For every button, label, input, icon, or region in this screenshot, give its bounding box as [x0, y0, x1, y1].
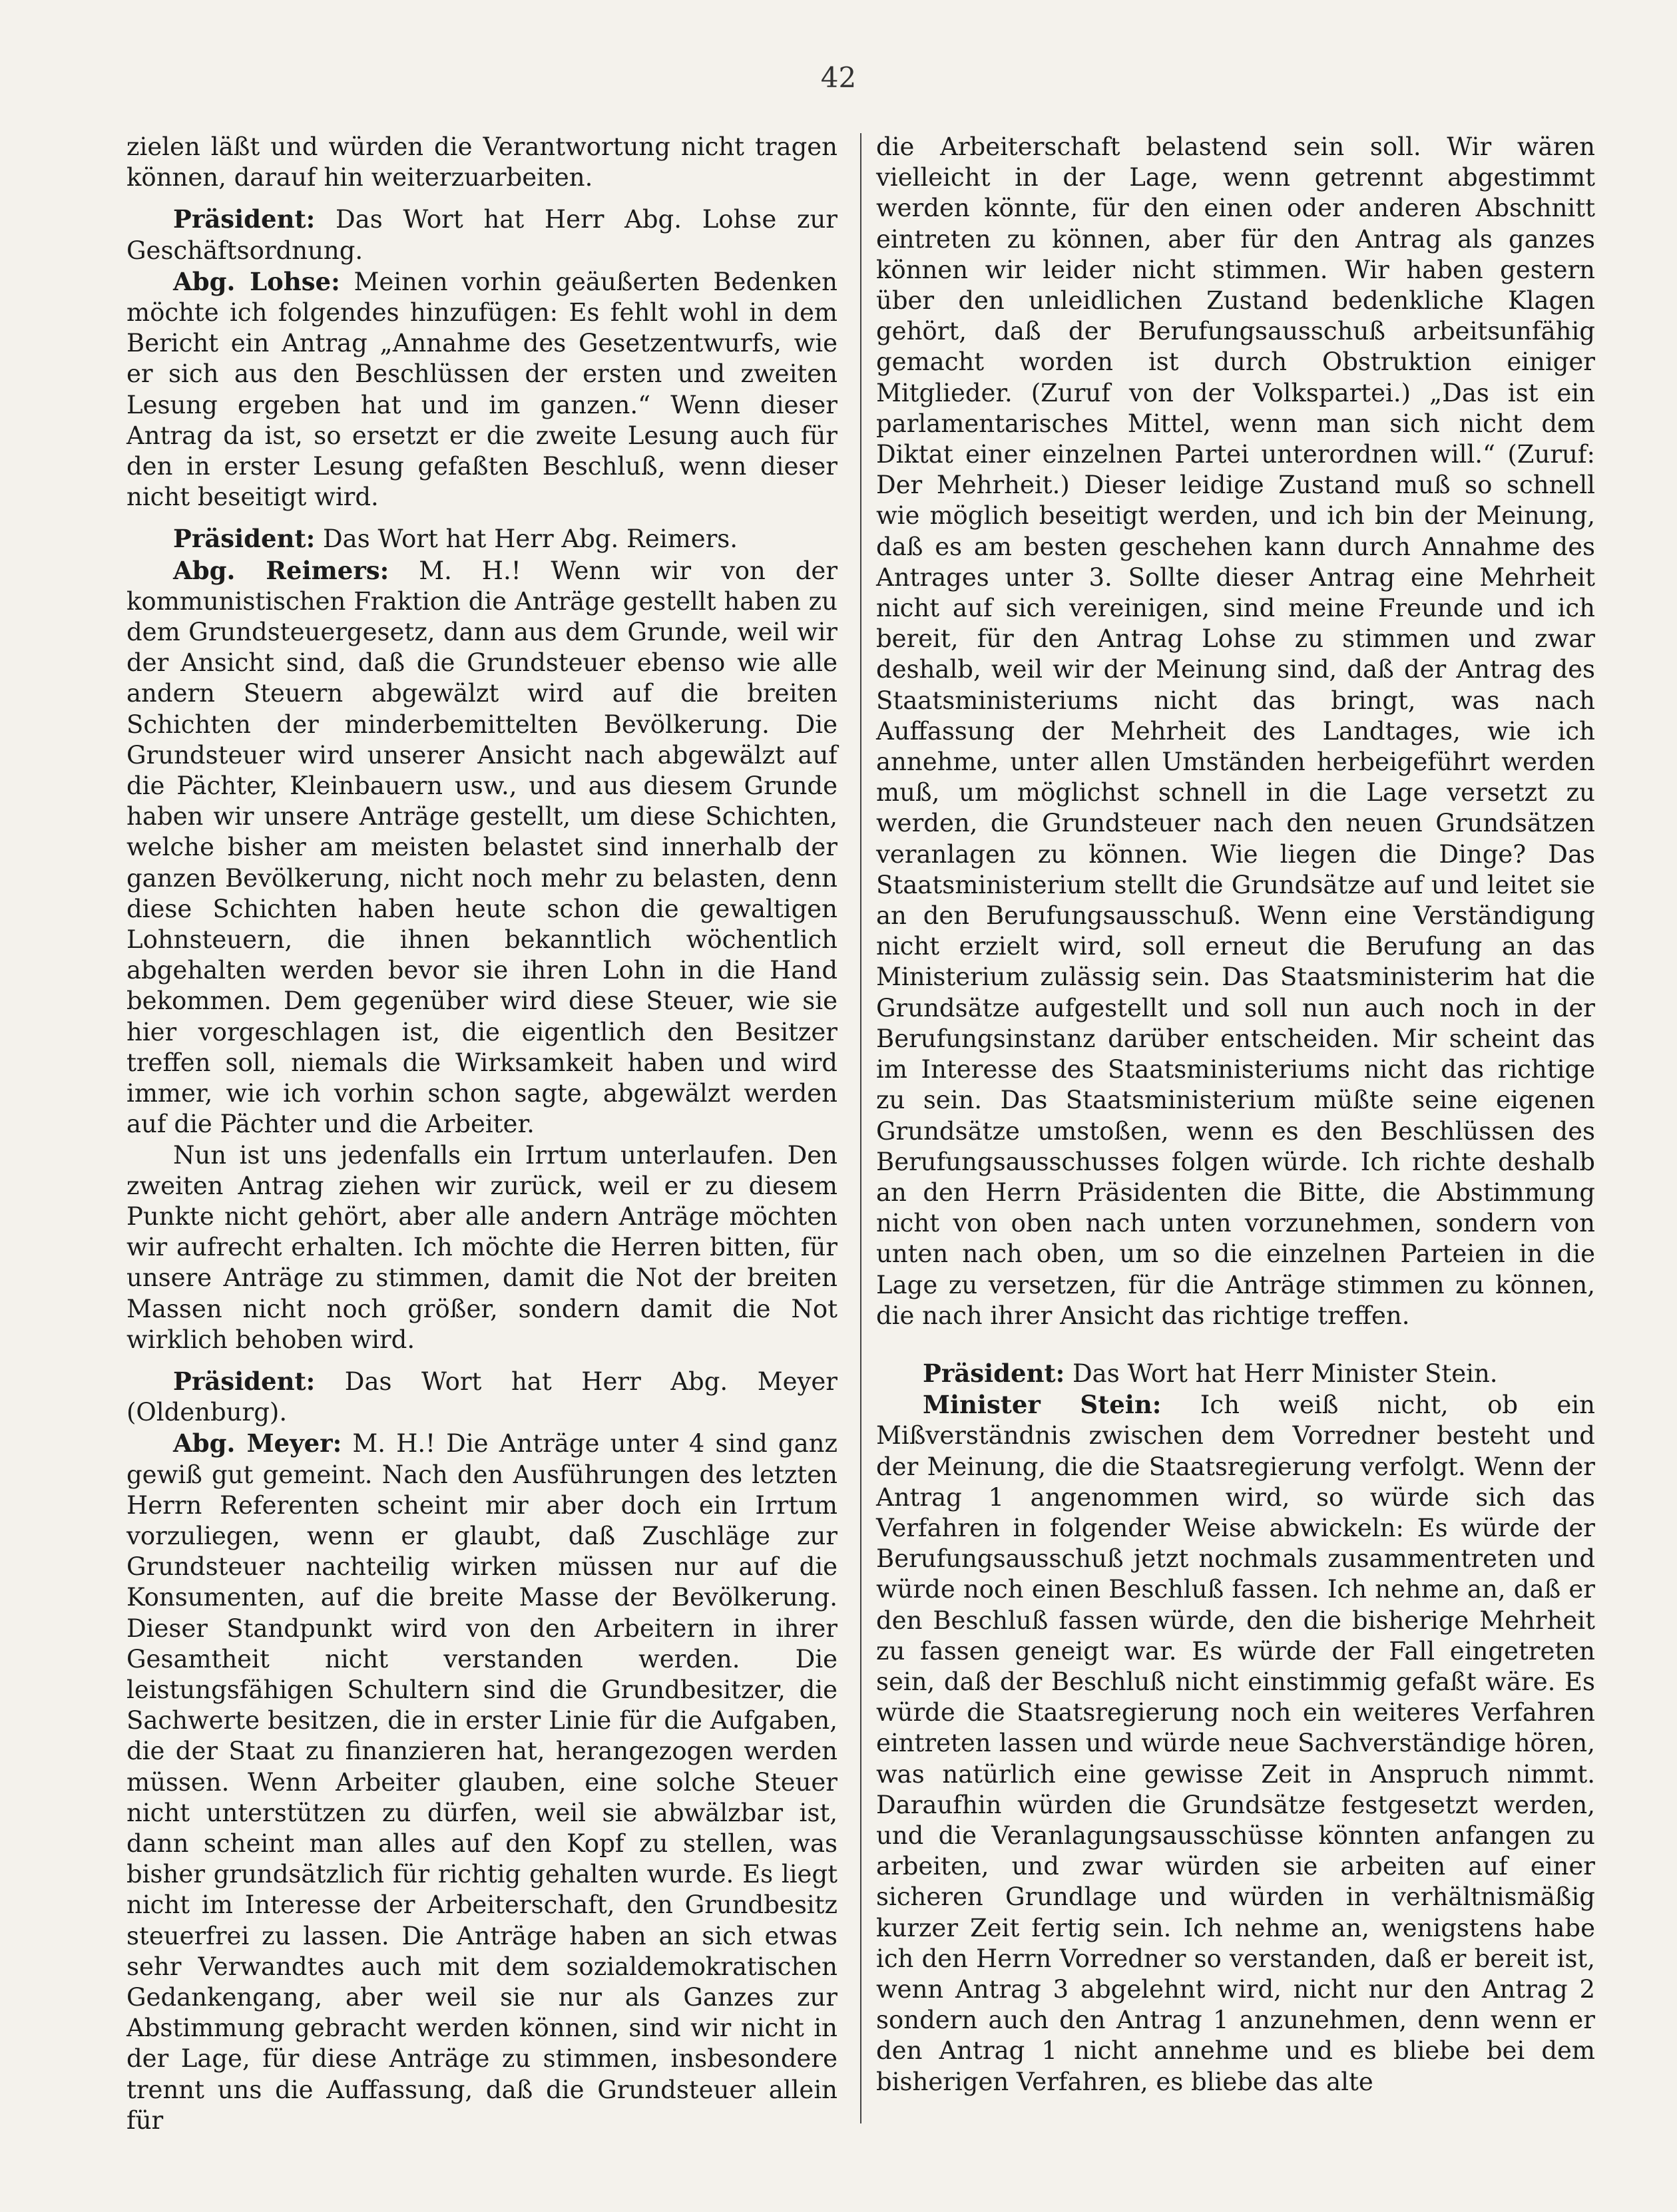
left-column — [126, 132, 838, 2136]
paragraph: Präsident: Das Wort hat Herr Abg. Reimers. — [173, 524, 738, 554]
paragraph: Minister Stein: Ich weiß nicht, ob ein Mißverständnis zwischen dem Vorredner besteht und der Meinung, die die Staatsregierung verfolgt. Wenn der Antrag 1 angenommen wird, so würde sich das Verfahren in folgender Weise abwickeln: Es würde der Berufungsausschuß jetzt nochmals zusammentreten und würde noch einen Beschluß fassen. Ich nehme an, daß er den Beschluß fassen würde, den die bisherige Mehrheit zu fassen geneigt war. Es würde der Fall eingetreten sein, daß der Beschluß nicht einstimmig gefaßt wäre. Es würde die Staatsregierung noch ein weiteres Verfahren eintreten lassen und würde neue Sachverständige hören, was natürlich eine gewisse Zeit in Anspruch nimmt. Daraufhin würden die Grundsätze festgesetzt werden, und die Veranlagungsausschüsse könnten anfangen zu arbeiten, und zwar würden sie arbeiten auf einer sicheren Grundlage und würden in verhältnismäßig kurzer Zeit fertig sein. Ich nehme an, wenigstens habe ich den Herrn Vorredner so verstanden, daß er bereit ist, wenn Antrag 3 abgelehnt wird, nicht nur den Antrag 2 sondern auch den Antrag 1 anzunehmen, denn wenn er den Antrag 1 nicht annehme und es bliebe bei dem bisherigen Verfahren, es bliebe das alte — [876, 1390, 1595, 2096]
column-divider — [860, 133, 861, 2123]
speaker-label: Abg. Meyer: — [173, 1429, 342, 1458]
paragraph: Präsident: Das Wort hat Herr Minister Stein. — [923, 1358, 1498, 1388]
speaker-label: Abg. Lohse: — [173, 266, 340, 296]
paragraph: Abg. Reimers: M. H.! Wenn wir von der kommunistischen Fraktion die Anträge gestellt haben zu dem Grundsteuergesetz, dann aus dem Grunde, weil wir der Ansicht sind, daß die Grundsteuer ebenso wie alle andern Steuern abgewälzt wird auf die breiten Schichten der minderbemittelten Bevölkerung. Die Grundsteuer wird unserer Ansicht nach abgewälzt auf die Pächter, Kleinbauern usw., und aus diesem Grunde haben wir unsere Anträge gestellt, um diese Schichten, welche bisher am meisten belastet sind innerhalb der ganzen Bevölkerung, nicht noch mehr zu belasten, denn diese Schichten haben heute schon die gewaltigen Lohnsteuern, die ihnen bekanntlich wöchentlich abgehalten werden bevor sie ihren Lohn in die Hand bekommen. Dem gegenüber wird diese Steuer, wie sie hier vorgeschlagen ist, die eigentlich den Besitzer treffen soll, niemals die Wirksamkeit haben und wird immer, wie ich vorhin schon sagte, abgewälzt werden auf die Pächter und die Arbeiter. — [126, 555, 838, 1139]
paragraph: Nun ist uns jedenfalls ein Irrtum unterlaufen. Den zweiten Antrag ziehen wir zurück, weil er zu diesem Punkte nicht gehört, aber alle andern Anträge möchten wir aufrecht erhalten. Ich möchte die Herren bitten, für unsere Anträge zu stimmen, damit die Not der breiten Massen nicht noch größer, sondern damit die Not wirklich behoben wird. — [126, 1140, 838, 1354]
speaker-label: Präsident: — [173, 1366, 316, 1396]
right-column — [876, 132, 1595, 2098]
paragraph: Präsident: Das Wort hat Herr Abg. Meyer (Oldenburg). — [126, 1366, 838, 1427]
paragraph: zielen läßt und würden die Verantwortung nicht tragen können, darauf hin weiterzuarbeiten. — [126, 132, 838, 192]
speaker-label: Minister Stein: — [923, 1390, 1162, 1420]
paragraph: Präsident: Das Wort hat Herr Abg. Lohse zur Geschäftsordnung. — [126, 204, 838, 265]
paragraph: die Arbeiterschaft belastend sein soll. Wir wären vielleicht in der Lage, wenn getrennt abgestimmt werden könnte, für den einen oder anderen Abschnitt eintreten zu können, aber für den Antrag als ganzes können wir leider nicht stimmen. Wir haben gestern über den unleidlichen Zustand bedenkliche Klagen gehört, daß der Berufungsausschuß arbeitsunfähig gemacht worden ist durch Obstruktion einiger Mitglieder. (Zuruf von der Volkspartei.) „Das ist ein parlamentarisches Mittel, wenn man sich nicht dem Diktat einer einzelnen Partei unterordnen will.“ (Zuruf: Der Mehrheit.) Dieser leidige Zustand muß so schnell wie möglich beseitigt werden, und ich bin der Meinung, daß es am besten geschehen kann durch Annahme des Antrages unter 3. Sollte dieser Antrag eine Mehrheit nicht auf sich vereinigen, sind meine Freunde und ich bereit, für den Antrag Lohse zu stimmen und zwar deshalb, weil wir der Meinung sind, daß der Antrag des Staatsministeriums nicht das bringt, was nach Auffassung der Mehrheit des Landtages, wie ich annehme, unter allen Umständen herbeigeführt werden muß, um möglichst schnell in die Lage versetzt zu werden, die Grundsteuer nach den neuen Grundsätzen veranlagen zu können. Wie liegen die Dinge? Das Staatsministerium stellt die Grundsätze auf und leitet sie an den Berufungsausschuß. Wenn eine Verständigung nicht erzielt wird, soll erneut die Berufung an das Ministerium zulässig sein. Das Staatsministerim hat die Grundsätze aufgestellt und soll nun auch noch in der Berufungsinstanz darüber entscheiden. Mir scheint das im Interesse des Staatsministeriums nicht das richtige zu sein. Das Staatsministerium müßte seine eigenen Grundsätze umstoßen, wenn es den Beschlüssen des Berufungsausschusses folgen würde. Ich richte deshalb an den Herrn Präsidenten die Bitte, die Abstimmung nicht von oben nach unten vorzunehmen, sondern von unten nach oben, um so die einzelnen Parteien in die Lage zu versetzen, für die Anträge stimmen zu können, die nach ihrer Ansicht das richtige treffen. — [876, 132, 1595, 1330]
speaker-label: Präsident: — [173, 204, 316, 234]
page-number: 42 — [820, 61, 857, 94]
speaker-label: Präsident: — [173, 524, 316, 554]
speaker-label: Abg. Reimers: — [173, 555, 389, 585]
paragraph: Abg. Meyer: M. H.! Die Anträge unter 4 sind ganz gewiß gut gemeint. Nach den Ausführungen des letzten Herrn Referenten scheint mir aber doch ein Irrtum vorzuliegen, wenn er glaubt, daß Zuschläge zur Grundsteuer nachteilig wirken müssen nur auf die Konsumenten, auf die breite Masse der Bevölkerung. Dieser Standpunkt wird von den Arbeitern in ihrer Gesamtheit nicht verstanden werden. Die leistungsfähigen Schultern sind die Grundbesitzer, die Sachwerte besitzen, die in erster Linie für die Aufgaben, die der Staat zu finanzieren hat, herangezogen werden müssen. Wenn Arbeiter glauben, eine solche Steuer nicht unterstützen zu dürfen, weil sie abwälzbar ist, dann scheint man alles auf den Kopf zu stellen, was bisher grundsätzlich für richtig gehalten wurde. Es liegt nicht im Interesse der Arbeiterschaft, den Grundbesitz steuerfrei zu lassen. Die Anträge haben an sich etwas sehr Verwandtes auch mit dem sozialdemokratischen Gedankengang, aber weil sie nur als Ganzes zur Abstimmung gebracht werden können, sind wir nicht in der Lage, für diese Anträge zu stimmen, insbesondere trennt uns die Auffassung, daß die Grundsteuer allein für — [126, 1429, 838, 2135]
speaker-label: Präsident: — [923, 1358, 1065, 1388]
paragraph: Abg. Lohse: Meinen vorhin geäußerten Bedenken möchte ich folgendes hinzufügen: Es fehlt wohl in dem Bericht ein Antrag „Annahme des Gesetzentwurfs, wie er sich aus den Beschlüssen der ersten und zweiten Lesung ergeben hat und im ganzen.“ Wenn dieser Antrag da ist, so ersetzt er die zweite Lesung auch für den in erster Lesung gefaßten Beschluß, wenn dieser nicht beseitigt wird. — [126, 266, 838, 512]
